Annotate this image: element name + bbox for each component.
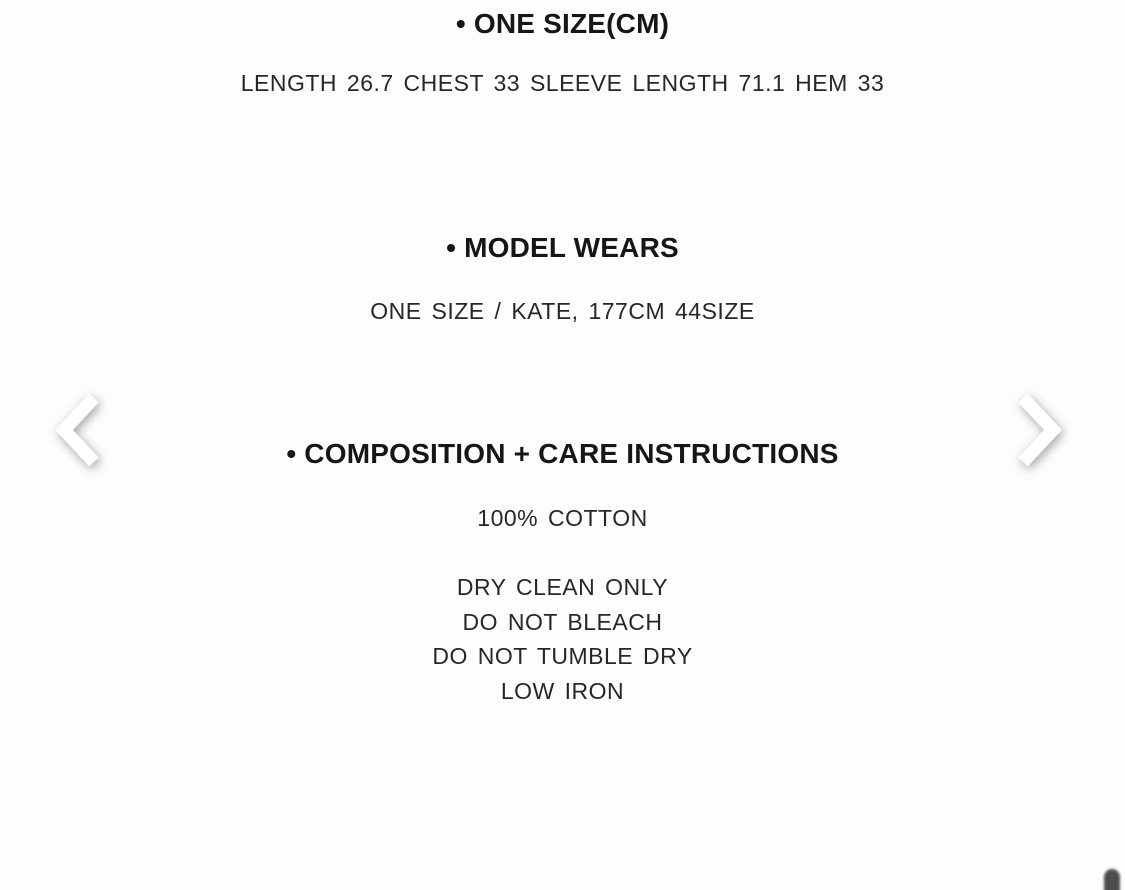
composition-care-heading: • COMPOSITION + CARE INSTRUCTIONS: [286, 438, 839, 469]
clipped-bottom-right-icon: [1104, 869, 1120, 890]
care-instruction-line: DO NOT BLEACH: [462, 608, 663, 635]
care-instruction-line: DO NOT TUMBLE DRY: [432, 643, 693, 669]
chevron-right-icon: [1005, 390, 1065, 470]
prev-slide-button[interactable]: [52, 390, 112, 470]
next-slide-button[interactable]: [1005, 390, 1065, 470]
chevron-left-icon: [52, 390, 112, 470]
care-instruction-line: LOW IRON: [500, 677, 625, 704]
fabric-composition: 100% COTTON: [477, 505, 648, 531]
model-wears-detail: ONE SIZE / KATE, 177CM 44SIZE: [370, 298, 755, 324]
care-instructions-list: [0, 570, 1125, 708]
one-size-measurements: LENGTH 26.7 CHEST 33 SLEEVE LENGTH 71.1 HEM 33: [240, 70, 885, 96]
one-size-heading: • ONE SIZE(CM): [455, 8, 670, 39]
model-wears-heading: • MODEL WEARS: [446, 232, 679, 263]
care-instruction-line: DRY CLEAN ONLY: [456, 574, 669, 600]
